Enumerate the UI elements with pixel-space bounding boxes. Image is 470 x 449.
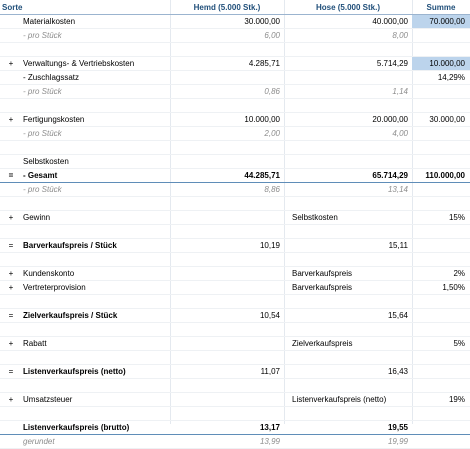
operator-cell[interactable]	[0, 141, 22, 154]
label-cell[interactable]: Zielverkaufspreis / Stück	[23, 311, 118, 320]
label-cell[interactable]: Fertigungskosten	[23, 115, 85, 124]
summe-cell[interactable]	[412, 435, 470, 448]
summe-cell[interactable]: 10.000,00	[412, 57, 470, 70]
summe-cell[interactable]	[412, 29, 470, 42]
table-row	[0, 169, 470, 183]
hose-cell[interactable]: 5.714,29	[376, 59, 408, 68]
hose-cell[interactable]	[284, 295, 412, 308]
operator-cell[interactable]	[0, 43, 22, 56]
label-cell[interactable]: Kundenskonto	[23, 269, 75, 278]
hemd-cell[interactable]	[170, 155, 284, 168]
hose-cell[interactable]: 8,00	[392, 31, 408, 40]
table-row	[0, 379, 470, 393]
summe-cell[interactable]: 15%	[448, 213, 465, 222]
operator-cell[interactable]	[0, 421, 22, 434]
operator-cell[interactable]	[0, 197, 22, 210]
table-row	[0, 85, 470, 99]
summe-cell[interactable]	[412, 351, 470, 364]
hemd-cell[interactable]	[170, 407, 284, 420]
table-row	[0, 421, 470, 435]
hose-cell[interactable]	[284, 71, 412, 84]
label-cell[interactable]: - pro Stück	[23, 87, 62, 96]
hose-cell[interactable]	[284, 379, 412, 392]
hose-base-cell[interactable]: Selbstkosten	[292, 213, 338, 222]
summe-cell[interactable]: 70.000,00	[412, 15, 470, 28]
summe-cell[interactable]: 110.000,00	[425, 171, 465, 180]
operator-cell[interactable]	[0, 127, 22, 140]
table-row	[0, 393, 470, 407]
hose-cell[interactable]	[284, 225, 412, 238]
hose-cell[interactable]	[284, 141, 412, 154]
hemd-cell[interactable]: 10.000,00	[244, 115, 280, 124]
label-cell[interactable]: - pro Stück	[23, 185, 62, 194]
operator-cell[interactable]	[0, 351, 22, 364]
label-cell[interactable]	[22, 225, 170, 238]
header-sorte[interactable]: Sorte	[2, 2, 23, 12]
hose-cell[interactable]: 19,55	[387, 423, 408, 432]
summe-cell[interactable]: 5%	[453, 339, 465, 348]
hemd-cell[interactable]	[170, 337, 284, 350]
operator-cell[interactable]: +	[8, 283, 14, 292]
table-row	[0, 127, 470, 141]
hemd-cell[interactable]	[170, 211, 284, 224]
hemd-cell[interactable]	[170, 141, 284, 154]
summe-cell[interactable]	[412, 407, 470, 420]
operator-cell[interactable]	[0, 225, 22, 238]
operator-cell[interactable]: +	[8, 395, 14, 404]
hemd-cell[interactable]: 10,19	[259, 241, 280, 250]
table-body	[0, 15, 470, 449]
table-row	[0, 323, 470, 337]
operator-cell[interactable]	[0, 29, 22, 42]
table-row	[0, 183, 470, 197]
summe-cell[interactable]	[412, 239, 470, 252]
summe-cell[interactable]	[412, 309, 470, 322]
hose-base-cell[interactable]: Barverkaufspreis	[292, 283, 353, 292]
label-cell[interactable]	[22, 253, 170, 266]
label-cell[interactable]: - pro Stück	[23, 31, 62, 40]
operator-cell[interactable]	[0, 99, 22, 112]
summe-cell[interactable]: 19%	[448, 395, 465, 404]
operator-cell[interactable]	[0, 85, 22, 98]
label-cell[interactable]: - Gesamt	[23, 171, 58, 180]
summe-cell[interactable]	[412, 197, 470, 210]
table-row	[0, 155, 470, 169]
label-cell[interactable]: - Zuschlagssatz	[23, 73, 80, 82]
operator-cell[interactable]: =	[8, 311, 14, 320]
summe-cell[interactable]	[412, 85, 470, 98]
hose-cell[interactable]: 20.000,00	[372, 115, 408, 124]
summe-cell[interactable]	[412, 225, 470, 238]
operator-cell[interactable]: +	[8, 339, 14, 348]
table-row	[0, 113, 470, 127]
operator-cell[interactable]: +	[8, 59, 14, 68]
hose-cell[interactable]	[284, 323, 412, 336]
hemd-cell[interactable]: 8,86	[264, 185, 280, 194]
label-cell[interactable]	[22, 323, 170, 336]
label-cell[interactable]: Rabatt	[23, 339, 47, 348]
summe-cell[interactable]	[412, 141, 470, 154]
label-cell[interactable]: Materialkosten	[23, 17, 76, 26]
hemd-cell[interactable]: 44.285,71	[244, 171, 280, 180]
hemd-cell[interactable]	[170, 99, 284, 112]
summe-cell[interactable]: 30.000,00	[429, 115, 465, 124]
hemd-cell[interactable]	[170, 323, 284, 336]
hose-cell[interactable]: 1,14	[392, 87, 408, 96]
hemd-cell[interactable]	[170, 43, 284, 56]
table-row	[0, 225, 470, 239]
hemd-cell[interactable]	[170, 267, 284, 280]
hemd-cell[interactable]	[170, 281, 284, 294]
label-cell[interactable]: - pro Stück	[23, 129, 62, 138]
hose-cell[interactable]: 40.000,00	[372, 17, 408, 26]
table-row	[0, 253, 470, 267]
hose-cell[interactable]: 16,43	[387, 367, 408, 376]
summe-cell[interactable]	[412, 295, 470, 308]
table-row	[0, 295, 470, 309]
hemd-cell[interactable]	[170, 197, 284, 210]
table-row	[0, 43, 470, 57]
hemd-cell[interactable]: 10,54	[259, 311, 280, 320]
label-cell[interactable]	[22, 295, 170, 308]
label-cell[interactable]: Verwaltungs- & Vertriebskosten	[23, 59, 135, 68]
summe-cell[interactable]: 14,29%	[437, 73, 465, 82]
table-row	[0, 435, 470, 449]
hose-base-cell[interactable]: Zielverkaufspreis	[292, 339, 353, 348]
hose-base-cell[interactable]: Barverkaufspreis	[292, 269, 353, 278]
label-cell[interactable]: Gewinn	[23, 213, 51, 222]
header-summe[interactable]: Summe	[426, 2, 456, 12]
summe-cell[interactable]	[412, 43, 470, 56]
summe-cell[interactable]: 1,50%	[442, 283, 465, 292]
hemd-cell[interactable]	[170, 351, 284, 364]
header-hose[interactable]: Hose (5.000 Stk.)	[315, 2, 381, 12]
summe-cell[interactable]	[412, 155, 470, 168]
hose-cell[interactable]	[284, 407, 412, 420]
hemd-cell[interactable]: 4.285,71	[248, 59, 280, 68]
hose-cell[interactable]: 4,00	[392, 129, 408, 138]
hose-cell[interactable]: 13,14	[387, 185, 408, 194]
table-row	[0, 29, 470, 43]
table-row	[0, 267, 470, 281]
label-cell[interactable]: Barverkaufspreis / Stück	[23, 241, 117, 250]
summe-cell[interactable]	[412, 253, 470, 266]
header-row	[0, 0, 470, 15]
hose-cell[interactable]: 65.714,29	[372, 171, 408, 180]
table-row	[0, 281, 470, 295]
hose-cell[interactable]	[284, 351, 412, 364]
operator-cell[interactable]	[0, 183, 22, 196]
table-row	[0, 309, 470, 323]
hemd-cell[interactable]: 30.000,00	[244, 17, 280, 26]
table-row	[0, 71, 470, 85]
hemd-cell[interactable]: 0,86	[264, 87, 280, 96]
table-row	[0, 197, 470, 211]
operator-cell[interactable]	[0, 155, 22, 168]
hemd-cell[interactable]: 11,07	[260, 367, 280, 376]
hemd-cell[interactable]: 6,00	[264, 31, 280, 40]
label-cell[interactable]	[22, 43, 170, 56]
table-row	[0, 141, 470, 155]
label-cell[interactable]	[22, 407, 170, 420]
hose-cell[interactable]	[284, 253, 412, 266]
label-cell[interactable]	[22, 99, 170, 112]
label-cell[interactable]: Vertreterprovision	[23, 283, 86, 292]
hose-base-cell[interactable]: Listenverkaufspreis (netto)	[292, 395, 387, 404]
label-cell[interactable]	[22, 379, 170, 392]
label-cell[interactable]: Selbstkosten	[23, 157, 69, 166]
hemd-cell[interactable]: 13,17	[259, 423, 280, 432]
operator-cell[interactable]: +	[8, 213, 14, 222]
operator-cell[interactable]	[0, 407, 22, 420]
operator-cell[interactable]	[0, 295, 22, 308]
hemd-cell[interactable]	[170, 379, 284, 392]
table-row	[0, 365, 470, 379]
table-row	[0, 15, 470, 29]
label-cell[interactable]	[22, 197, 170, 210]
operator-cell[interactable]: =	[8, 241, 14, 250]
hose-cell[interactable]: 19,99	[387, 437, 408, 446]
summe-cell[interactable]	[412, 183, 470, 196]
table-row	[0, 407, 470, 421]
table-row	[0, 337, 470, 351]
hose-cell[interactable]: 15,11	[388, 241, 408, 250]
hemd-cell[interactable]: 13,99	[259, 437, 280, 446]
operator-cell[interactable]	[0, 15, 22, 28]
label-cell[interactable]	[22, 141, 170, 154]
hemd-cell[interactable]	[170, 253, 284, 266]
summe-cell[interactable]	[412, 99, 470, 112]
label-cell[interactable]: Listenverkaufspreis (netto)	[23, 367, 126, 376]
label-cell[interactable]: gerundet	[23, 437, 55, 446]
hemd-cell[interactable]	[170, 71, 284, 84]
hose-cell[interactable]	[284, 155, 412, 168]
label-cell[interactable]: Umsatzsteuer	[23, 395, 73, 404]
summe-cell[interactable]	[412, 421, 470, 434]
operator-cell[interactable]	[0, 379, 22, 392]
table-row	[0, 239, 470, 253]
hose-cell[interactable]	[284, 99, 412, 112]
operator-cell[interactable]	[0, 435, 22, 448]
table-row	[0, 57, 470, 71]
summe-cell[interactable]	[412, 365, 470, 378]
label-cell[interactable]	[22, 351, 170, 364]
summe-cell[interactable]	[412, 127, 470, 140]
summe-cell[interactable]	[412, 323, 470, 336]
hose-cell[interactable]: 15,64	[387, 311, 408, 320]
hemd-cell[interactable]	[170, 225, 284, 238]
table-row	[0, 99, 470, 113]
header-hemd[interactable]: Hemd (5.000 Stk.)	[193, 2, 261, 12]
summe-cell[interactable]: 2%	[453, 269, 465, 278]
operator-cell[interactable]	[0, 71, 22, 84]
operator-cell[interactable]: =	[8, 367, 14, 376]
summe-cell[interactable]	[412, 379, 470, 392]
table-row	[0, 351, 470, 365]
operator-cell[interactable]	[0, 253, 22, 266]
table-row	[0, 211, 470, 225]
hemd-cell[interactable]	[170, 393, 284, 406]
operator-cell[interactable]: =	[8, 171, 14, 180]
label-cell[interactable]: Listenverkaufspreis (brutto)	[23, 423, 130, 432]
hemd-cell[interactable]	[170, 295, 284, 308]
hemd-cell[interactable]: 2,00	[264, 129, 280, 138]
operator-cell[interactable]	[0, 323, 22, 336]
hose-cell[interactable]	[284, 43, 412, 56]
operator-cell[interactable]: +	[8, 115, 14, 124]
hose-cell[interactable]	[284, 197, 412, 210]
operator-cell[interactable]: +	[8, 269, 14, 278]
